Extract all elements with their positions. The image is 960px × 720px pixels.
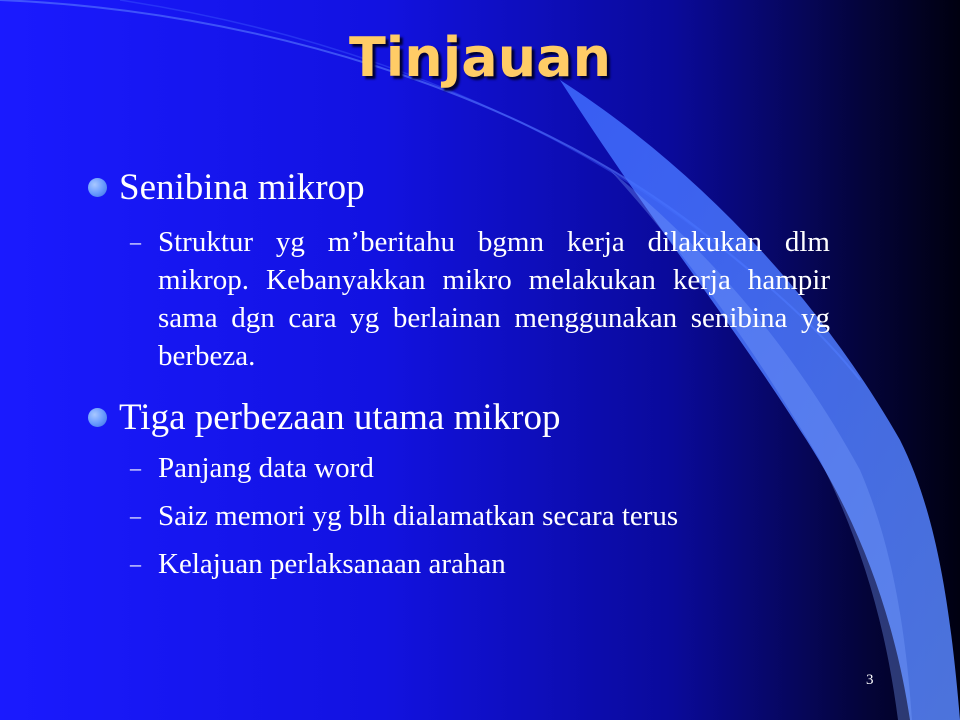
bullet-text: Tiga perbezaan utama mikrop <box>119 397 561 438</box>
sub-item-text: Saiz memori yg blh dialamatkan secara terus <box>158 500 679 532</box>
bullet-text: Senibina mikrop <box>119 167 365 208</box>
page-number: 3 <box>866 672 874 688</box>
sub-item <box>130 449 830 487</box>
dash-icon: – <box>130 455 141 480</box>
sub-item <box>130 223 830 375</box>
dash-icon: – <box>130 229 141 254</box>
bullet-icon <box>88 408 107 427</box>
dash-icon: – <box>130 551 141 576</box>
slide-title: Tinjauan <box>348 26 612 89</box>
sub-item-text: Struktur yg m’beritahu bgmn kerja dilakukan dlm mikrop. Kebanyakkan mikro melakukan kerja hampir sama dgn cara yg berlainan menggunakan senibina yg berbeza. <box>158 226 830 372</box>
bullet-item <box>88 166 365 209</box>
sub-item-text: Panjang data word <box>158 452 374 484</box>
sub-item-text: Kelajuan perlaksanaan arahan <box>158 548 506 580</box>
dash-icon: – <box>130 503 141 528</box>
sub-item <box>130 545 830 583</box>
sub-item <box>130 497 830 535</box>
bullet-icon <box>88 178 107 197</box>
bullet-item <box>88 396 560 439</box>
